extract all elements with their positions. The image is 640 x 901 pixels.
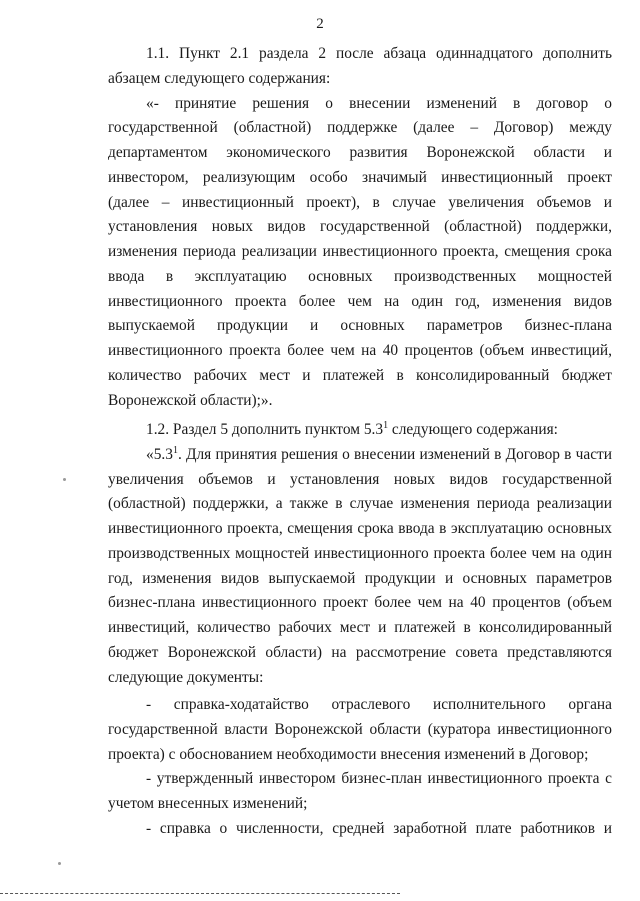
text-fragment: следующего содержания: [388,421,558,438]
text-line: департаментом экономического развития Воронежской области и [108,144,612,161]
text-line [108,443,612,468]
text-line: Воронежской области);». [108,391,273,409]
footer-rule [0,893,400,894]
paragraph-5-3-body [108,468,612,691]
text-line: (областной) поддержки, а также в случае изменения периода реализации [108,495,612,513]
text-line: изменения периода реализации инвестиционного проекта, смещения срока [108,243,612,260]
text-line: - справка о численности, средней заработной плате работников и [146,819,612,837]
text-line: ввода в эксплуатацию основных производственных мощностей [108,267,612,285]
text-fragment: . Для принятия решения о внесении изменений в Договор в части [177,445,612,463]
text-line: год, изменения видов выпускаемой продукции и основных параметров [108,569,612,587]
text-line [108,418,612,443]
paragraph-amendment-1-2 [108,418,612,690]
text-line: выпускаемой продукции и основных параметров бизнес-плана [108,317,612,335]
paragraph-amendment-1-1 [108,42,612,413]
text-line: увеличения объемов и установления новых видов государственной [108,470,612,488]
text-line: учетом внесенных изменений; [108,795,308,812]
text-line: инвестиционного проекта более чем на один год, изменения видов [108,292,612,310]
text-line: проекта) с обоснованием необходимости внесения изменений в Договор; [108,745,589,763]
text-line: производственных мощностей инвестиционного проекта более чем на один [108,544,612,562]
text-line: - справка-ходатайство отраслевого исполнительного органа [146,696,612,713]
text-line: установления новых видов государственной (областной) поддержки, [108,218,612,236]
page-number: 2 [316,16,324,32]
text-line: (далее – инвестиционный проект), в случае увеличения объемов и [108,193,612,211]
text-line: количество рабочих мест и платежей в консолидированный бюджет [108,366,612,384]
superscript: 1 [172,444,178,456]
text-line: - утвержденный инвестором бизнес-план инвестиционного проекта с [146,770,612,788]
documents-list [108,693,612,842]
text-line: инвестиционного проекта более чем на 40 процентов (объем инвестиций, [108,342,612,359]
text-line: бизнес-плана инвестиционного проект более чем на 40 процентов (объем [108,594,612,612]
text-line: инвестиций, количество рабочих мест и платежей в консолидированный [108,619,612,636]
superscript: 1 [383,420,389,431]
text-line: инвестором, реализующим особо значимый инвестиционный проект [108,168,612,186]
scan-artifact [63,478,66,481]
text-line: государственной (областной) поддержке (далее – Договор) между [108,119,612,137]
text-line: абзацем следующего содержания: [108,69,331,87]
text-fragment: «5.3 [146,445,173,463]
text-line: государственной власти Воронежской области (куратора инвестиционного [108,720,612,738]
scan-artifact [58,862,61,865]
text-line: 1.1. Пункт 2.1 раздела 2 после абзаца одиннадцатого дополнить [146,45,612,62]
text-line: бюджет Воронежской области) на рассмотрение совета представляются [108,643,612,661]
text-line: «- принятие решения о внесении изменений в договор о [146,94,612,112]
text-line: инвестиционного проекта, смещения срока ввода в эксплуатацию основных [108,520,612,537]
text-line: следующие документы: [108,668,264,686]
text-fragment: 1.2. Раздел 5 дополнить пунктом 5.3 [146,421,384,438]
